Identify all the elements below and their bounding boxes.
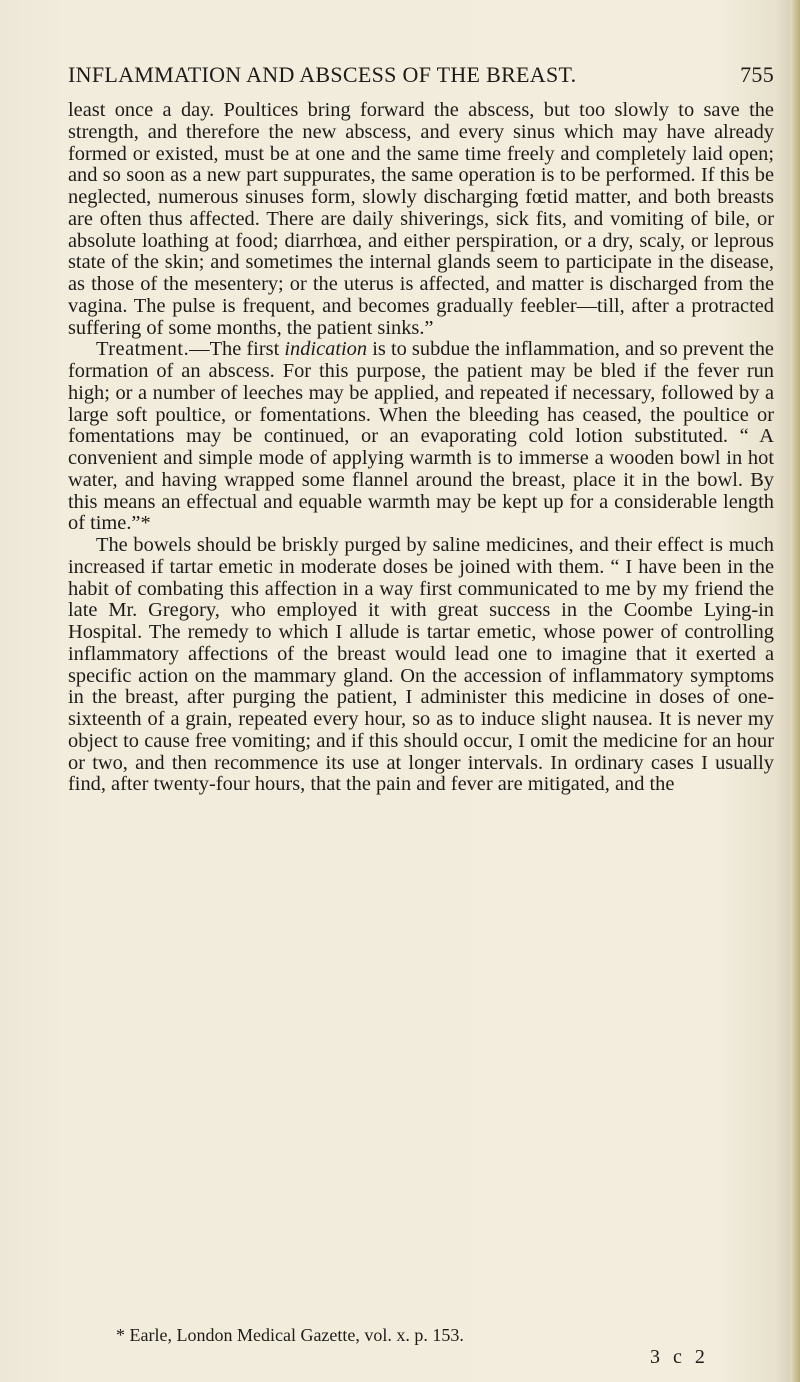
footnote: * Earle, London Medical Gazette, vol. x. p. 153. <box>116 1325 464 1345</box>
paragraph-1: least once a day. Poultices bring forward the abscess, but too slowly to save the strength, and therefore the new abscess, and every sinus which may have already formed or existed, must be at one and the same time freely and completely laid open; and so soon as a new part suppurates, the same operation is to be performed. If this be neglected, numerous sinuses form, slowly discharging fœtid matter, and both breasts are often thus affected. There are daily shiverings, sick fits, and vomiting of bile, or absolute loathing at food; diarrhœa, and either perspiration, or a dry, scaly, or leprous state of the skin; and sometimes the internal glands seem to participate in the disease, as those of the mesentery; or the uterus is affected, and matter is discharged from the vagina. The pulse is frequent, and becomes gradually feebler—till, after a protracted suffering of some months, the patient sinks.” <box>68 99 774 339</box>
page-edge <box>790 0 800 1382</box>
printer-signature-mark: 3 c 2 <box>650 1346 709 1368</box>
paragraph-2 <box>68 339 774 535</box>
paragraph-2-emphasis: indication <box>284 338 368 361</box>
treatment-heading: Treatment. <box>96 338 190 361</box>
paragraph-2-part-a: —The first <box>189 338 285 361</box>
paragraph-2-part-b: is to subdue the inflammation, and so prevent the formation of an abscess. For this purpose, the patient may be bled if the fever run high; or a number of leeches may be applied, and repeated if necessary, followed by a large soft poultice, or fomentations. When the bleeding has ceased, the poultice or fomentations may be continued, or an evaporating cold lotion substituted. “ A convenient and simple mode of applying warmth is to immerse a wooden bowl in hot water, and having wrapped some flannel around the breast, place it in the bowl. By this means an effectual and equable warmth may be kept up for a considerable length of time.”* <box>68 338 774 535</box>
body-text <box>68 100 774 796</box>
paragraph-3: The bowels should be briskly purged by saline medicines, and their effect is much increased if tartar emetic in moderate doses be joined with them. “ I have been in the habit of combating this affection in a way first communicated to me by my friend the late Mr. Gregory, who employed it with great success in the Coombe Lying-in Hospital. The remedy to which I allude is tartar emetic, whose power of controlling inflammatory affections of the breast would lead one to imagine that it exerted a specific action on the mammary gland. On the accession of inflammatory symptoms in the breast, after purging the patient, I administer this medicine in doses of one-sixteenth of a grain, repeated every hour, so as to induce slight nausea. It is never my object to cause free vomiting; and if this should occur, I omit the medicine for an hour or two, and then recommence its use at longer intervals. In ordinary cases I usually find, after twenty-four hours, that the pain and fever are mitigated, and the <box>68 534 774 796</box>
page-number: 755 <box>740 62 774 87</box>
running-title: INFLAMMATION AND ABSCESS OF THE BREAST. <box>68 62 577 87</box>
